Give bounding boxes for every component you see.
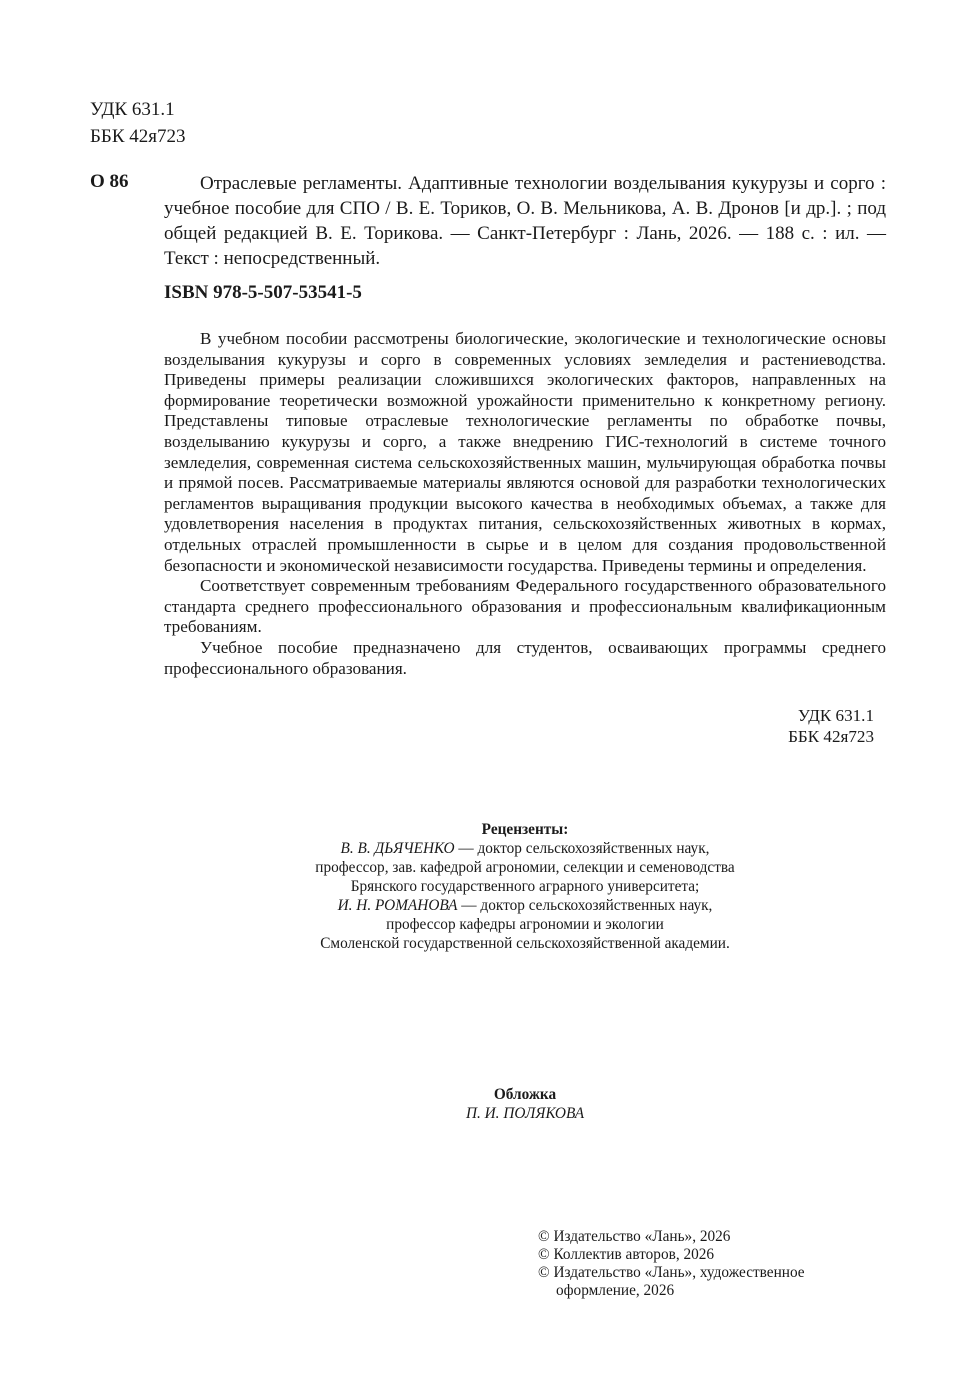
author-code: О 86 [90,171,129,192]
cover-credit [325,1085,725,1123]
copyright-design-cont: оформление, 2026 [556,1282,675,1299]
reviewer-2-affiliation: Смоленской государственной сельскохозяйственной академии. [320,935,730,952]
reviewers-block [200,820,850,953]
reviewer-1-position: профессор, зав. кафедрой агрономии, селекции и семеноводства [315,859,735,876]
isbn: ISBN 978-5-507-53541-5 [164,282,362,303]
annotation-udk-bbk [686,705,874,747]
cover-designer: П. И. ПОЛЯКОВА [465,1105,585,1122]
copyright-block [538,1228,858,1300]
udk-bbk-header [90,96,185,150]
bbk-code: ББК 42я723 [788,727,874,746]
copyright-authors: © Коллектив авторов, 2026 [538,1246,715,1263]
copyright-publisher: © Издательство «Лань», 2026 [538,1228,731,1245]
udk-code: УДК 631.1 [90,99,175,120]
annotation-paragraph: В учебном пособии рассмотрены биологические, экологические и технологические основы возделывания кукурузы и сорго в современных условиях земледелия и растениеводства. Приведены примеры реализации сложившихся экологических факторов, направленных на формирование теоретически возможной урожайности применительно к конкретному региону. Представлены типовые отраслевые технологические регламенты по обработке почвы, возделыванию кукурузы и сорго, а также внедрению ГИС-технологий в системе точного земледелия, современная система сельскохозяйственных машин, мульчирующая обработка почвы и прямой посев. Рассматриваемые материалы являются основой для разработки технологических регламентов выращивания продукции высокого качества в необходимых объемах, а также для удовлетворения населения в продуктах питания, сельскохозяйственных животных в кормах, отдельных отраслей промышленности в сырье и в целом для создания продовольственной безопасности и экономической независимости государства. Приведены термины и определения. [164,329,886,575]
bibliographic-description: Отраслевые регламенты. Адаптивные технологии возделывания кукурузы и сорго : учебное пособие для СПО / В. Е. Ториков, О. В. Мельникова, А. В. Дронов [и др.]. ; под общей редакцией В. Е. Торикова. — Санкт-Петербург : Лань, 2026. — 188 с. : ил. — Текст : непосредственный. [164,173,886,269]
copyright-design: © Издательство «Лань», художественное [538,1264,805,1281]
annotation [164,329,886,679]
reviewer-1-affiliation: Брянского государственного аграрного университета; [350,878,700,895]
reviewer-1-line [200,839,850,858]
cover-heading: Обложка [493,1086,557,1103]
annotation-paragraph: Соответствует современным требованиям Федерального государственного образовательного стандарта среднего профессионального образования и профессиональным квалификационным требованиям. [164,576,886,637]
annotation-paragraph: Учебное пособие предназначено для студентов, осваивающих программы среднего профессионального образования. [164,637,886,678]
reviewers-heading: Рецензенты: [481,821,569,838]
udk-code: УДК 631.1 [797,706,874,725]
reviewer-1-title: — доктор сельскохозяйственных наук, [454,840,710,857]
bbk-code: ББК 42я723 [90,126,186,147]
reviewer-2-title: — доктор сельскохозяйственных наук, [457,897,713,914]
reviewer-2-name: И. Н. РОМАНОВА [337,897,458,914]
reviewer-1-name: В. В. ДЬЯЧЕНКО [340,840,455,857]
reviewer-2-position: профессор кафедры агрономии и экологии [386,916,664,933]
reviewer-2-line [200,896,850,915]
